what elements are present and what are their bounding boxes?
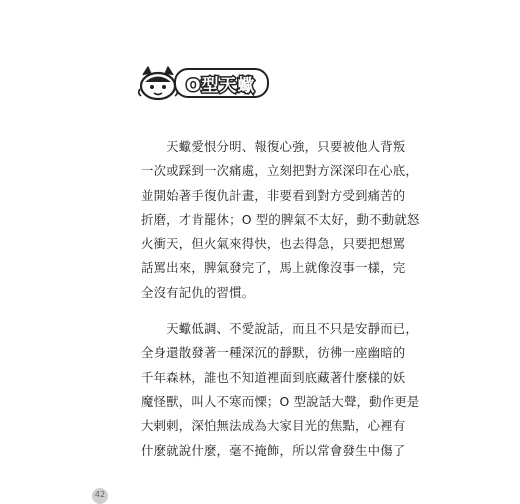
text-line: 魔怪獸，叫人不寒而慄；O 型說話大聲，動作更是 [141, 393, 420, 409]
page-number: 42 [92, 488, 108, 504]
paragraph [141, 317, 420, 463]
text-line: 什麼就說什麼，毫不掩飾，所以常會發生中傷了 [141, 442, 406, 458]
paragraph [141, 135, 420, 305]
text-line: 並開始著手復仇計畫，非要看到對方受到痛苦的 [141, 187, 406, 203]
text-line: 天蠍低調、不愛說話，而且不只是安靜而已， [141, 321, 418, 337]
section-title: O型天蠍 [186, 75, 256, 96]
body-text [141, 135, 420, 475]
text-line: 天蠍愛恨分明、報復心強，只要被他人背叛 [141, 139, 406, 154]
text-line: 全沒有記仇的習慣。 [141, 284, 255, 300]
text-line: 千年森林，誰也不知道裡面到底藏著什麼樣的妖 [141, 369, 406, 385]
title-badge [174, 68, 269, 98]
text-line: 折磨，才肯罷休；O 型的脾氣不太好，動不動就怒 [141, 211, 420, 227]
text-line: 一次或踩到一次痛處，立刻把對方深深印在心底， [141, 163, 418, 179]
text-line: 話罵出來，脾氣發完了，馬上就像沒事一樣，完 [141, 260, 406, 276]
text-line: 全身還散發著一種深沉的靜默，彷彿一座幽暗的 [141, 345, 406, 361]
text-line: 大剌剌，深怕無法成為大家目光的焦點，心裡有 [141, 418, 406, 434]
section-header [136, 63, 269, 103]
text-line: 火衝天，但火氣來得快，也去得急，只要把想罵 [141, 236, 406, 252]
